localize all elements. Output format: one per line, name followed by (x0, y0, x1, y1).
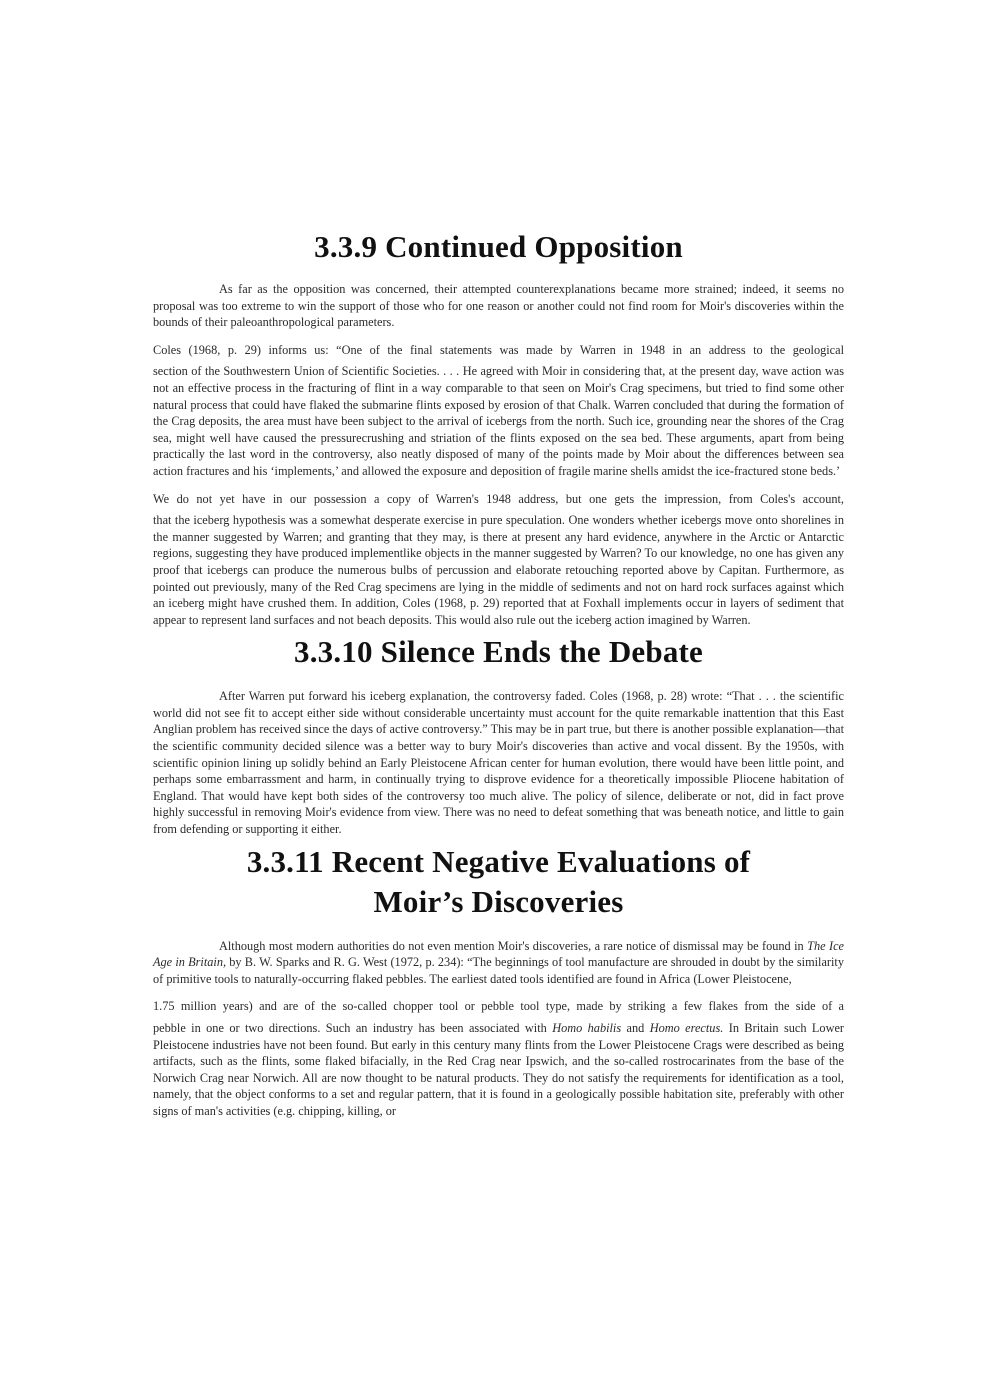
heading-line-1: 3.3.11 Recent Negative Evaluations of (246, 843, 751, 879)
document-page (153, 222, 844, 1120)
heading-line-2: Moir’s Discoveries (373, 883, 624, 919)
text-run: Although most modern authorities do not even mention Moir's discoveries, a rare notice of dismissal may be found in (219, 938, 808, 953)
paragraph-sparks-west (153, 938, 844, 988)
paragraph-opposition-intro: As far as the opposition was concerned, their attempted counterexplanations became more strained; indeed, it seems no proposal was too extreme to win the support of those who for one reason or another could not find room for Moir's discoveries within the bounds of their paleoanthropological parameters. (153, 282, 844, 330)
paragraph-warren-address-start: We do not yet have in our possession a copy of Warren's 1948 address, but one gets the impression, from Coles's account, (153, 491, 844, 506)
paragraph-pebble-industry (153, 1020, 844, 1120)
text-run: In Britain such Lower Pleistocene industries have not been found. But early in this century many flints from the Lower Pleistocene Crags were described as being artifacts, such as the flints, some flaked bifacially, in the Red Crag near Ipswich, and the so-called rostrocarinates from the base of the Norwich Crag near Norwich. All are now thought to be natural products. They do not satisfy the requirements for identification as a tool, namely, that the object conforms to a set and regular pattern, that it is found in a geologically possible habitation site, preferably with other signs of man's activities (e.g. chipping, killing, or (153, 1021, 844, 1118)
book-title: The Ice Age in Britain, (153, 938, 844, 970)
section-heading-3-3-10: 3.3.10 Silence Ends the Debate (294, 634, 703, 670)
text-run: by B. W. Sparks and R. G. West (1972, p. 234): “The beginnings of tool manufacture are shrouded in doubt by the similarity of primitive tools to naturally-occurring flaked pebbles. The earliest dated tools identified are found in Africa (Lower Pleistocene, (153, 955, 844, 986)
paragraph-chopper-tool-start: 1.75 million years) and are of the so-called chopper tool or pebble tool type, made by striking a few flakes from the side of a (153, 999, 844, 1014)
paragraph-warren-address-cont: that the iceberg hypothesis was a somewhat desperate exercise in pure speculation. One wonders whether icebergs move onto shorelines in the manner suggested by Warren; and granting that they may, is there at present any hard evidence, anywhere in the Arctic or Antarctic regions, suggesting they have produced implementlike objects in the manner suggested by Warren? To our knowledge, no one has given any proof that icebergs can produce the numerous bulbs of percussion and elaborate retouching reported above by Capitan. Furthermore, as pointed out previously, many of the Red Crag specimens are lying in the middle of sediments and not on hard rock surfaces against which an iceberg might have crushed them. In addition, Coles (1968, p. 29) reported that at Foxhall implements occur in layers of sediment that appear to represent land surfaces and not beach deposits. This would also rule out the iceberg action imagined by Warren. (153, 513, 844, 627)
paragraph-silence: After Warren put forward his iceberg explanation, the controversy faded. Coles (1968, p. 28) wrote: “That . . . the scientific world did not see fit to accept either side without considerable uncertainty must account for the quite remarkable inattention that this East Anglian problem has received since the days of active controversy.” This may be in part true, but there is another possible explanation—that the scientific community decided silence was a better way to bury Moir's discoveries than active and vocal dissent. By the 1950s, with scientific opinion lining up solidly behind an Early Pleistocene African center for human evolution, there would have been little point, and perhaps some embarrassment and harm, in continually trying to disprove evidence for a theoretically impossible Pliocene habitation of England. That would have kept both sides of the controversy too much alive. The policy of silence, deliberate or not, did in fact prove highly successful in removing Moir's evidence from view. There was no need to defeat something that was beneath notice, and little to gain from defending or supporting it either. (153, 689, 844, 837)
text-run: pebble in one or two directions. Such an industry has been associated with (153, 1021, 553, 1035)
section-heading-3-3-9: 3.3.9 Continued Opposition (314, 229, 683, 264)
text-run: and (621, 1021, 650, 1035)
species-name: Homo habilis (552, 1021, 622, 1035)
paragraph-coles-quote-cont: section of the Southwestern Union of Scientific Societies. . . . He agreed with Moir in considering that, at the present day, wave action was not an effective process in the fracturing of flint in a way comparable to that seen on Moir's Crag specimens, but tried to find some other natural process that could have flaked the submarine flints exposed by erosion of that Chalk. Warren concluded that during the formation of the Crag deposits, the area must have been subject to the arrival of icebergs from the north. Such ice, grounding near the shores of the Crag sea, might well have caused the pressurecrushing and striation of the flints exposed on the sea bed. These arguments, apart from being practically the last word in the controversy, also neatly disposed of many of the points made by Moir about the differences between sea action fractures and his ‘implements,’ and allowed the exposure and deposition of fragile marine shells amidst the ice-fractured stone beds.’ (153, 364, 844, 478)
paragraph-coles-quote-start: Coles (1968, p. 29) informs us: “One of the final statements was made by Warren in 1948 in an address to the geological (153, 342, 844, 357)
section-heading-3-3-11 (153, 842, 844, 922)
species-name: Homo erectus. (649, 1021, 724, 1035)
